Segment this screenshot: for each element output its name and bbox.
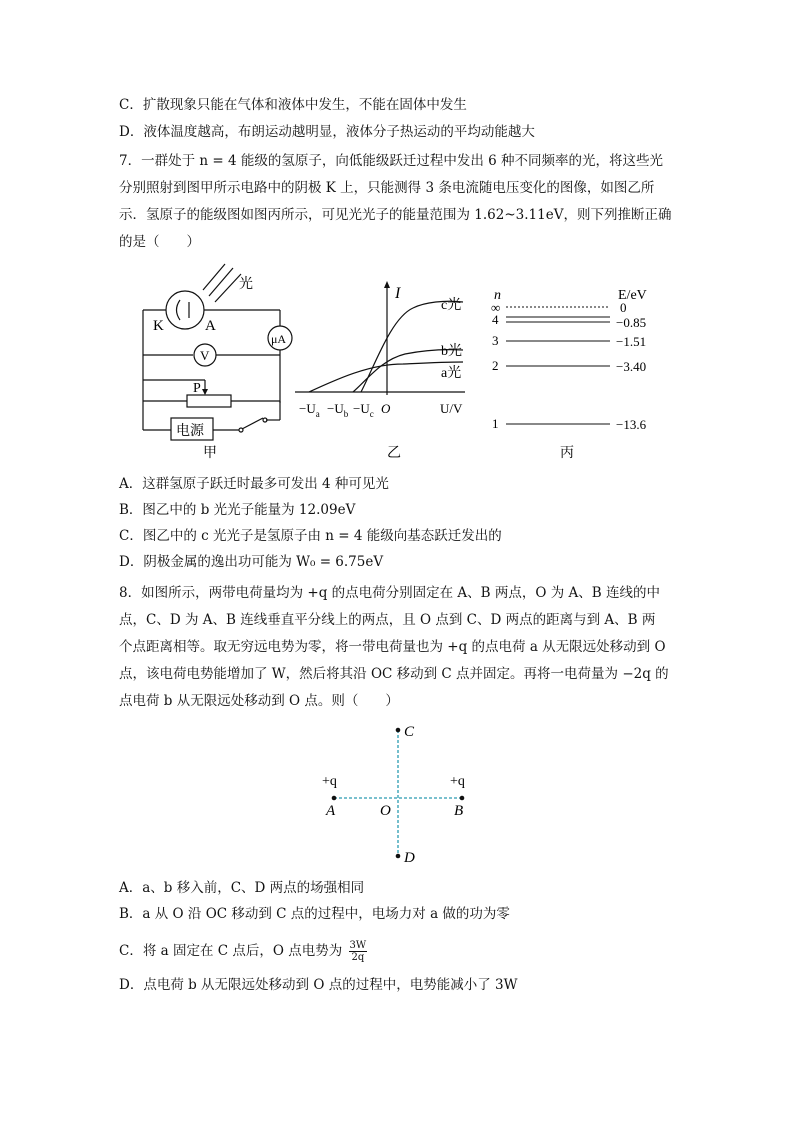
label-o: O	[380, 803, 391, 819]
level-4-n: 4	[492, 312, 499, 327]
light-label: 光	[239, 277, 253, 292]
charge-diagram	[316, 718, 486, 868]
q8-stem-line-2: 点，C、D 为 A、B 连线垂直平分线上的两点，且 O 点到 C、D 两点的距离与到 A、B 两	[119, 612, 656, 628]
q7-stem-line-4: 的是（ ）	[119, 234, 200, 250]
q8-option-a: A．a、b 移入前，C、D 两点的场强相同	[119, 880, 365, 896]
fraction-numerator: 3W	[349, 940, 367, 951]
level-1-e: −13.6	[616, 417, 647, 432]
figure-jia-caption: 甲	[203, 446, 217, 461]
rheostat	[187, 395, 231, 407]
power-source-label: 电源	[176, 424, 204, 439]
fraction-denominator: 2q	[351, 952, 365, 963]
q8-stem-line-5: 点电荷 b 从无限远处移动到 O 点。则（ ）	[119, 693, 399, 709]
q7-option-b: B．图乙中的 b 光光子能量为 12.09eV	[119, 502, 356, 518]
curve-c-label: c光	[441, 298, 462, 313]
tick-ub: $-U_b$	[327, 401, 349, 419]
energy-header: E/eV	[618, 288, 647, 303]
circuit-diagram	[135, 258, 300, 463]
q8-option-c	[119, 940, 367, 963]
energy-level-diagram	[488, 282, 668, 463]
q8-stem-line-1: 8．如图所示，两带电荷量均为 +q 的点电荷分别固定在 A、B 两点，O 为 A、B 连线的中	[119, 585, 660, 601]
q8-stem-line-3: 个点距离相等。取无穷远电势为零，将一带电荷量也为 +q 的点电荷 a 从无限远处移动到 O	[119, 639, 666, 655]
figure-bing-caption: 丙	[560, 446, 574, 461]
label-d: D	[404, 850, 415, 866]
cathode-label: K	[153, 318, 164, 334]
tick-uc: $-U_c$	[353, 401, 374, 419]
q7-stem-line-3: 示．氢原子的能级图如图丙所示，可见光光子的能量范围为 1.62~3.11eV，则下列推断正确	[119, 207, 672, 223]
phototube	[166, 291, 204, 329]
q8-option-c-text: C．将 a 固定在 C 点后，O 点电势为	[119, 943, 343, 959]
anode-label: A	[205, 318, 216, 334]
q7-option-c: C．图乙中的 c 光光子是氢原子由 n = 4 能级向基态跃迁发出的	[119, 528, 502, 544]
charge-b-label: +q	[450, 774, 465, 789]
voltmeter-label: V	[200, 348, 210, 363]
level-inf-e: 0	[620, 300, 627, 315]
n-header: n	[494, 288, 501, 303]
level-3-n: 3	[492, 333, 499, 348]
point-c	[396, 728, 401, 733]
label-c: C	[404, 724, 415, 740]
iu-graph	[295, 280, 475, 463]
label-b: B	[454, 803, 464, 819]
slider-label: P	[193, 381, 201, 396]
q8-option-d: D．点电荷 b 从无限远处移动到 O 点的过程中，电势能减小了 3W	[119, 977, 518, 993]
y-axis-label: I	[395, 285, 401, 302]
label-a: A	[326, 803, 336, 819]
curve-a-label: a光	[441, 366, 462, 381]
x-axis-label: U/V	[440, 401, 463, 416]
q7-stem-line-2: 分别照射到图甲所示电路中的阴极 K 上，只能测得 3 条电流随电压变化的图像，如图乙所	[119, 180, 655, 196]
fraction	[349, 940, 368, 963]
level-1-n: 1	[492, 416, 499, 431]
q7-stem-line-1: 7．一群处于 n = 4 能级的氢原子，向低能级跃迁过程中发出 6 种不同频率的光，将这些光	[119, 153, 664, 169]
charge-a-label: +q	[322, 774, 337, 789]
curve-b-label: b光	[441, 344, 462, 359]
q7-option-d: D．阴极金属的逸出功可能为 W₀ = 6.75eV	[119, 554, 384, 570]
level-inf-n: ∞	[491, 300, 501, 315]
level-2-e: −3.40	[616, 359, 647, 374]
q6-option-d: D．液体温度越高，布朗运动越明显，液体分子热运动的平均动能越大	[119, 124, 535, 140]
microammeter-label: μA	[271, 332, 287, 346]
q8-stem-line-4: 点，该电荷电势能增加了 W，然后将其沿 OC 移动到 C 点并固定。再将一电荷量为 −2q 的	[119, 666, 669, 682]
curve-a	[309, 362, 463, 392]
level-2-n: 2	[492, 358, 499, 373]
level-4-e: −0.85	[616, 315, 647, 330]
point-d	[396, 854, 401, 859]
q8-option-b: B．a 从 O 沿 OC 移动到 C 点的过程中，电场力对 a 做的功为零	[119, 906, 510, 922]
level-3-e: −1.51	[616, 334, 647, 349]
q7-option-a: A．这群氢原子跃迁时最多可发出 4 种可见光	[119, 476, 389, 492]
figure-yi-caption: 乙	[387, 446, 401, 461]
origin-label: O	[381, 401, 391, 416]
q6-option-c: C．扩散现象只能在气体和液体中发生，不能在固体中发生	[119, 97, 467, 113]
point-b	[460, 796, 465, 801]
tick-ua: $-U_a$	[299, 401, 320, 419]
point-a	[332, 796, 337, 801]
